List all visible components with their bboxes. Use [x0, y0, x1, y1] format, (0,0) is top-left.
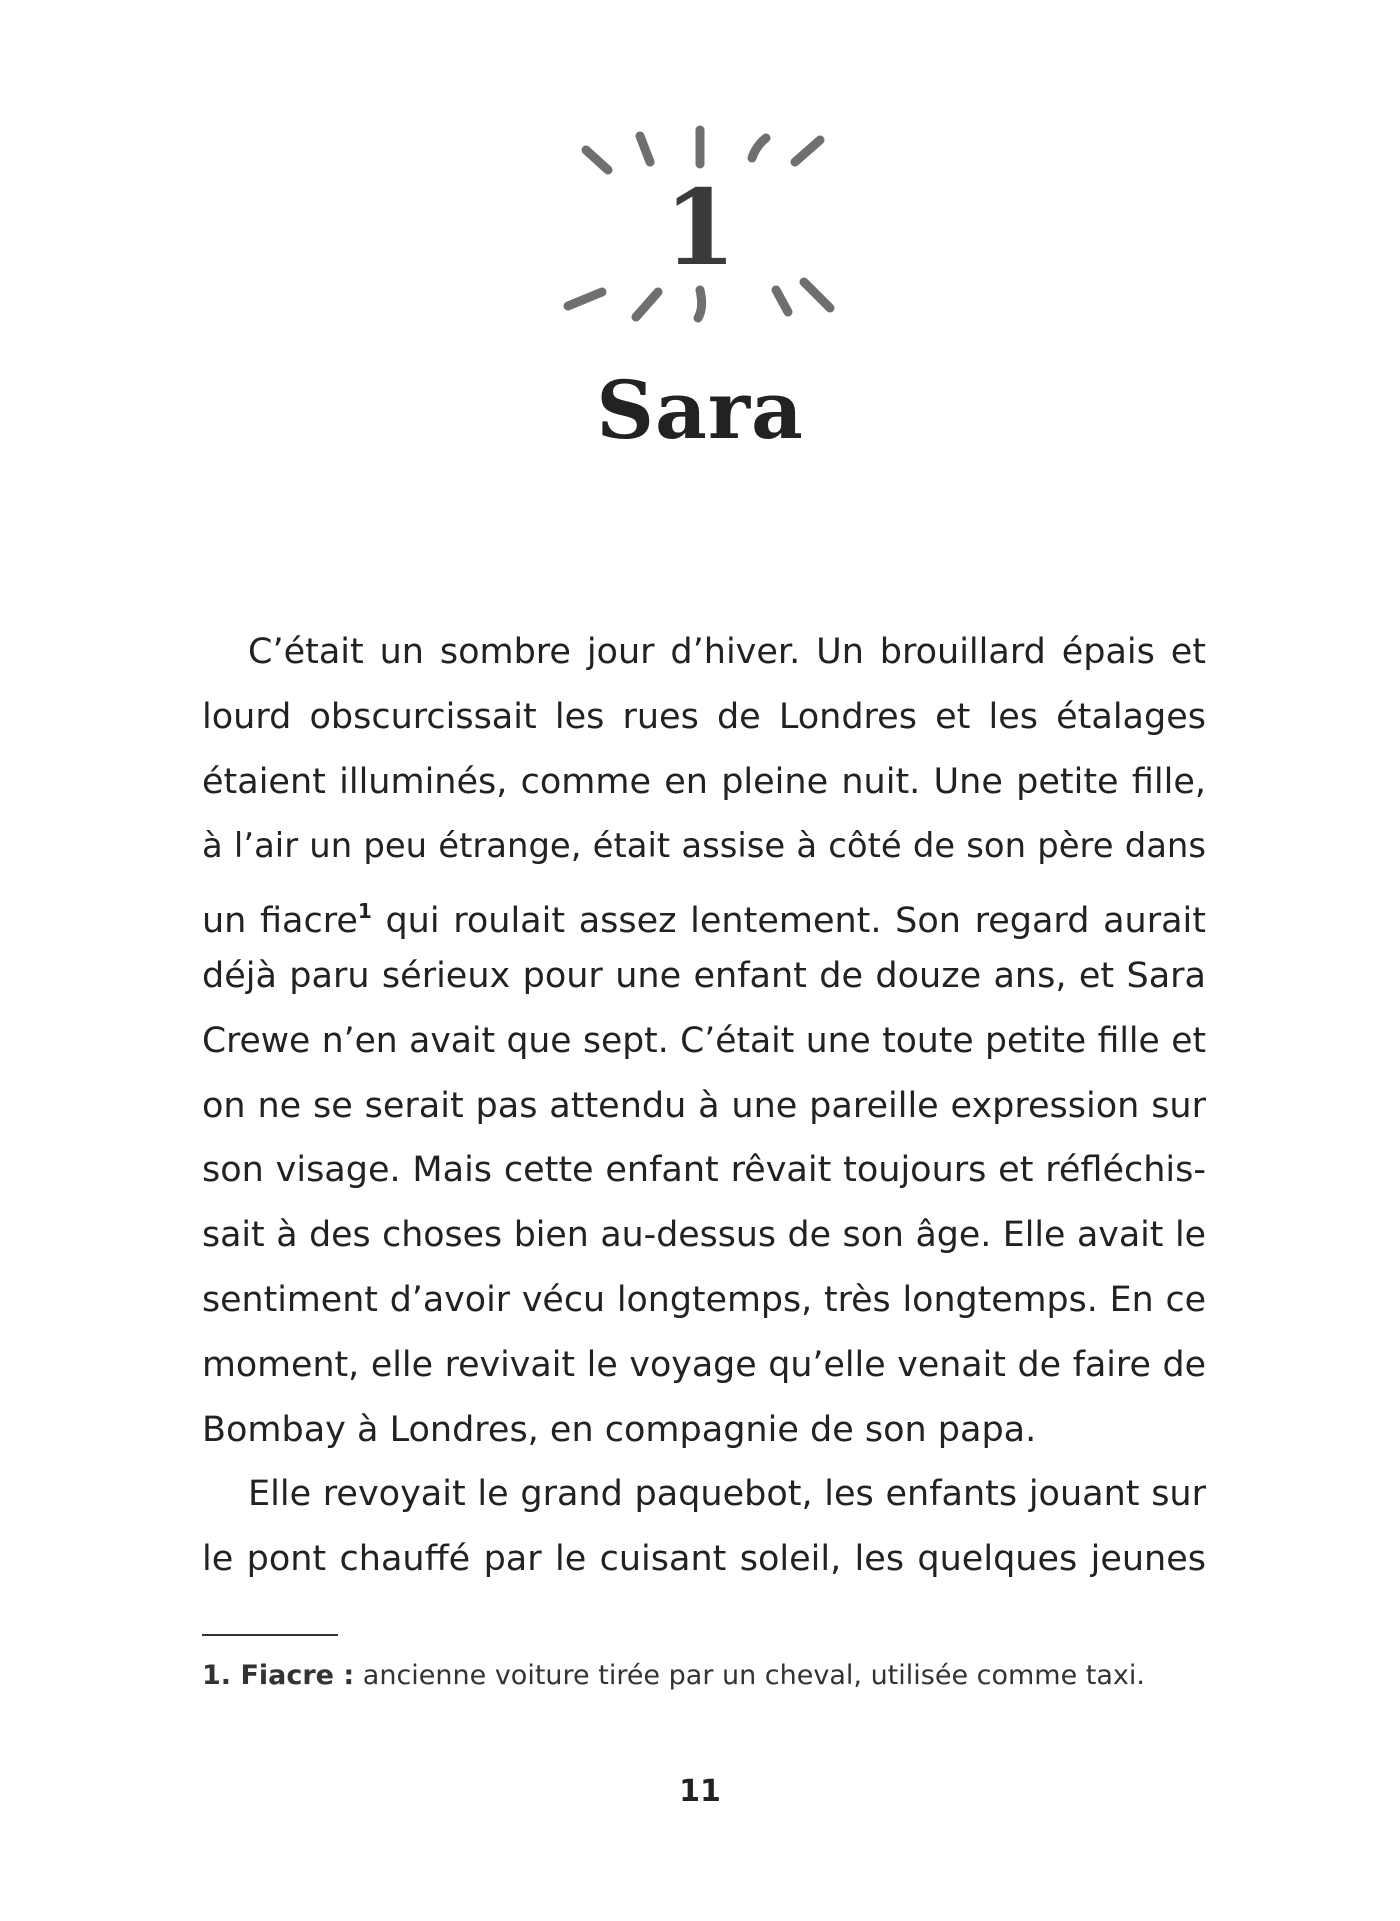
chapter-body: [202, 620, 1206, 1592]
text-line: moment, elle revivait le voyage qu’elle venait de faire de: [202, 1344, 1206, 1385]
text-line: étaient illuminés, comme en pleine nuit. Une petite fille,: [202, 761, 1206, 802]
ray-bottom-center: [698, 290, 702, 318]
footnote-reference[interactable]: 1: [357, 899, 372, 924]
text-line: lourd obscurcissait les rues de Londres et les étalages: [202, 696, 1206, 737]
text-line: on ne se serait pas attendu à une pareille expression sur: [202, 1085, 1206, 1126]
ray-bottom-left-outer: [568, 292, 602, 306]
text-line: sait à des choses bien au-dessus de son âge. Elle avait le: [202, 1215, 1206, 1256]
text-fragment: un fiacre: [202, 901, 358, 942]
ray-top-right-outer: [795, 140, 820, 162]
text-fragment: qui roulait assez lentement. Son regard aurait: [385, 901, 1206, 942]
text-line: déjà paru sérieux pour une enfant de douze ans, et Sara: [202, 955, 1206, 996]
paragraph-1: [202, 620, 1206, 1462]
text-line: C’était un sombre jour d’hiver. Un brouillard épais et: [248, 632, 1206, 672]
text-line: Bombay à Londres, en compagnie de son papa.: [202, 1409, 1037, 1450]
ray-top-left-outer: [586, 150, 608, 170]
footnote: [202, 1658, 1206, 1694]
page-number: 11: [679, 1774, 721, 1809]
ray-top-left-inner: [640, 136, 650, 162]
text-line-with-footnote: [202, 879, 1206, 944]
text-line: le pont chauffé par le cuisant soleil, les quelques jeunes: [202, 1539, 1206, 1580]
text-line: son visage. Mais cette enfant rêvait toujours et réfléchis-: [202, 1150, 1206, 1191]
text-line: sentiment d’avoir vécu longtemps, très longtemps. En ce: [202, 1279, 1206, 1320]
ray-bottom-left-inner: [636, 292, 658, 317]
chapter-number: 1: [663, 166, 737, 289]
ray-bottom-right-inner: [776, 290, 788, 312]
footnote-divider: [202, 1634, 338, 1636]
text-line: à l’air un peu étrange, était assise à côté de son père dans: [202, 826, 1206, 866]
footnote-label: 1. Fiacre :: [202, 1660, 355, 1691]
ray-top-right-inner: [752, 138, 766, 158]
footnote-text: ancienne voiture tirée par un cheval, utilisée comme taxi.: [362, 1660, 1145, 1691]
text-line: Crewe n’en avait que sept. C’était une toute petite fille et: [202, 1020, 1206, 1061]
chapter-title: Sara: [596, 363, 804, 457]
paragraph-2: [202, 1462, 1206, 1592]
text-line: Elle revoyait le grand paquebot, les enfants jouant sur: [248, 1474, 1206, 1515]
